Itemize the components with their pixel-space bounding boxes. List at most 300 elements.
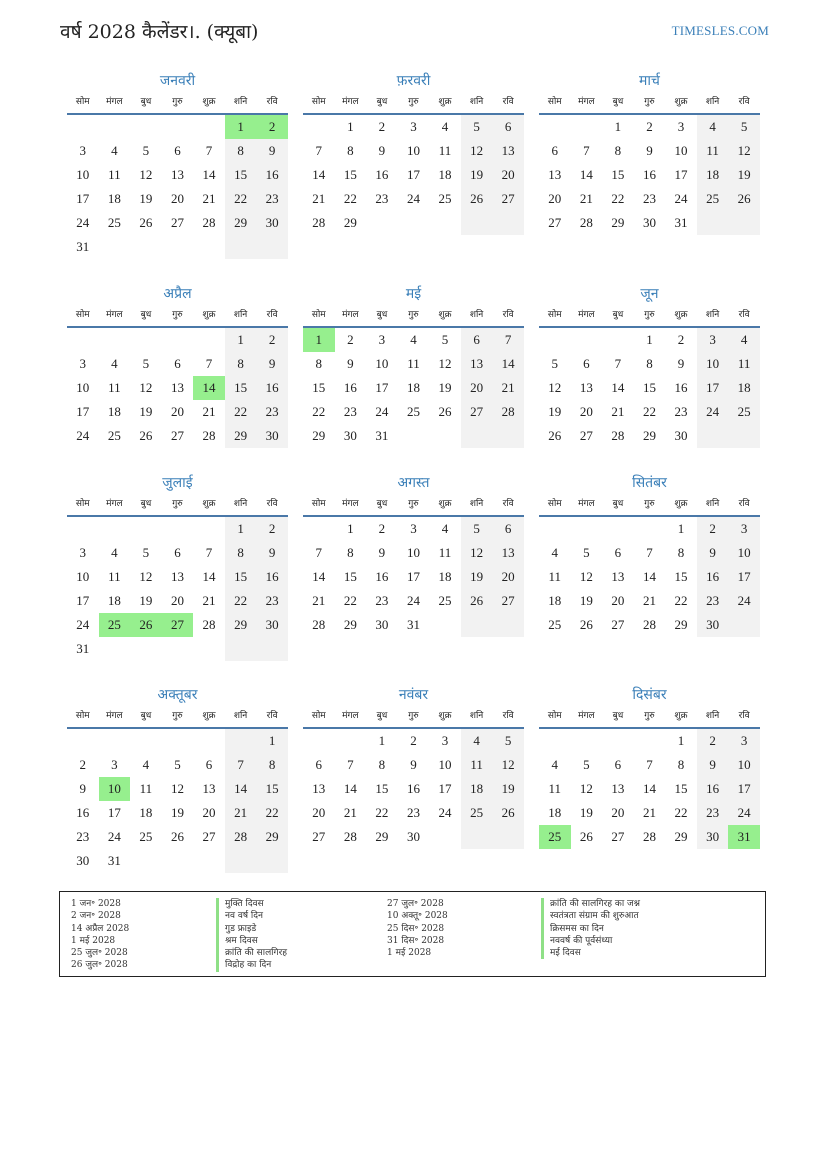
day-cell: 2 [378,521,386,536]
day-cell: 17 [697,376,729,400]
day-cell: 3 [79,356,87,371]
day-cell: 27 [312,829,326,844]
day-cell: 13 [492,139,524,163]
holiday-name: क्रिसमस का दिन [550,923,604,934]
empty-day-cell [492,613,524,637]
holiday-day-cell: 2 [256,115,288,139]
weekday-label: शुक्र [438,97,452,107]
day-cell: 5 [461,115,493,139]
day-cell: 30 [642,215,656,230]
day-cell: 23 [674,404,688,419]
holiday-date: 10 अक्तू॰ 2028 [387,911,448,922]
weekday-label: बुध [376,499,388,509]
weekday-label: शुक्र [202,711,216,721]
day-cell: 3 [697,328,729,352]
month-block [67,685,288,873]
weekday-label: सोम [75,499,90,509]
day-cell: 22 [375,805,389,820]
day-cell: 8 [225,139,257,163]
day-cell: 14 [225,777,257,801]
empty-day-cell [571,517,603,541]
weekday-label: बुध [612,499,624,509]
day-cell: 4 [551,757,559,772]
day-cell: 15 [611,167,625,182]
empty-day-cell [461,825,493,849]
day-cell: 16 [343,380,357,395]
day-cell: 21 [202,404,216,419]
day-cell: 12 [579,569,593,584]
day-cell: 9 [256,541,288,565]
month-block [539,685,760,849]
day-cell: 16 [406,781,420,796]
holiday-day-cell: 10 [99,777,131,801]
day-cell: 3 [79,143,87,158]
holiday-day-cell: 26 [130,613,162,637]
day-cell: 9 [697,753,729,777]
day-cell: 24 [375,404,389,419]
weekday-header [539,493,760,517]
day-cell: 9 [79,781,87,796]
day-cell: 26 [548,428,562,443]
day-cell: 23 [697,589,729,613]
day-cell: 15 [642,380,656,395]
day-cell: 1 [225,517,257,541]
weekday-label: गुरु [172,97,183,107]
day-cell: 17 [406,167,420,182]
day-cell: 24 [674,191,688,206]
day-cell: 13 [611,781,625,796]
day-cell: 1 [677,733,685,748]
day-cell: 13 [202,781,216,796]
month-name: अक्तूबर [157,687,198,703]
empty-day-cell [539,729,571,753]
empty-day-cell [602,517,634,541]
day-cell: 28 [312,617,326,632]
site-brand-link[interactable]: TIMESLES.COM [671,23,769,38]
day-cell: 11 [438,545,452,560]
day-cell: 13 [170,569,184,584]
day-cell: 22 [312,404,326,419]
day-cell: 24 [76,215,90,230]
day-cell: 13 [170,167,184,182]
empty-day-cell [162,637,194,661]
day-cell: 18 [697,163,729,187]
day-cell: 19 [438,380,452,395]
empty-day-cell [634,729,666,753]
day-cell: 30 [674,428,688,443]
day-cell: 3 [410,521,417,536]
empty-day-cell [225,637,257,661]
holiday-date: 31 दिस॰ 2028 [387,935,445,946]
day-cell: 10 [406,545,420,560]
weekday-label: रवि [502,499,514,509]
weekday-header [303,304,524,328]
day-cell: 2 [697,517,729,541]
day-cell: 25 [697,187,729,211]
empty-day-cell [697,211,729,235]
day-cell: 29 [312,428,326,443]
day-cell: 6 [614,757,622,772]
day-cell: 27 [611,829,625,844]
empty-day-cell [193,115,225,139]
day-cell: 17 [76,404,90,419]
day-cell: 13 [579,380,593,395]
day-cell: 5 [551,356,559,371]
month-block [303,71,524,235]
weekday-label: मंगल [106,310,123,320]
day-cell: 21 [312,191,326,206]
day-cell: 12 [170,781,184,796]
day-cell: 17 [728,565,760,589]
day-cell: 5 [142,545,150,560]
holiday-day-cell: 31 [728,825,760,849]
day-cell: 30 [406,829,420,844]
month-name: अप्रैल [163,286,192,302]
weekday-label: रवि [266,310,278,320]
day-cell: 12 [579,781,593,796]
weekday-label: मंगल [342,499,359,509]
empty-day-cell [429,613,461,637]
day-cell: 14 [312,569,326,584]
day-cell: 21 [642,805,656,820]
empty-day-cell [256,849,288,873]
day-cell: 29 [674,617,688,632]
day-cell: 21 [343,805,357,820]
weekday-label: रवि [502,97,514,107]
day-cell: 6 [205,757,213,772]
day-cell: 23 [256,187,288,211]
day-grid [303,115,524,235]
weekday-label: मंगल [578,310,595,320]
day-cell: 3 [441,733,449,748]
weekday-label: सोम [547,310,562,320]
holiday-name: स्वतंत्रता संग्राम की शुरुआत [550,911,639,922]
day-cell: 23 [375,593,389,608]
empty-day-cell [99,328,131,352]
day-cell: 12 [548,380,562,395]
day-cell: 7 [347,757,354,772]
day-cell: 23 [256,589,288,613]
day-cell: 19 [139,404,153,419]
day-cell: 7 [315,143,323,158]
day-cell: 26 [579,829,593,844]
day-cell: 5 [583,757,590,772]
day-cell: 19 [492,777,524,801]
day-cell: 18 [139,805,153,820]
day-cell: 18 [107,191,121,206]
day-cell: 8 [347,545,354,560]
month-block [67,473,288,661]
day-cell: 14 [202,167,216,182]
empty-day-cell [728,613,760,637]
day-cell: 18 [548,805,562,820]
weekday-label: शुक्र [202,310,216,320]
day-cell: 13 [170,380,184,395]
weekday-label: बुध [140,97,152,107]
empty-day-cell [162,729,194,753]
day-cell: 12 [139,380,153,395]
weekday-label: मंगल [578,97,595,107]
day-cell: 3 [677,119,685,134]
weekday-label: सोम [75,97,90,107]
holiday-day-cell: 25 [99,613,131,637]
empty-day-cell [461,211,493,235]
empty-day-cell [571,328,603,352]
month-name: नवंबर [398,687,429,703]
day-cell: 7 [646,545,653,560]
month-name: मई [405,286,422,302]
day-cell: 5 [441,332,449,347]
day-cell: 19 [170,805,184,820]
day-cell: 9 [256,139,288,163]
weekday-label: गुरु [408,97,419,107]
day-cell: 7 [646,757,653,772]
weekday-label: बुध [140,499,152,509]
day-cell: 28 [611,428,625,443]
day-cell: 24 [438,805,452,820]
day-cell: 16 [697,777,729,801]
day-cell: 22 [343,593,357,608]
empty-day-cell [162,849,194,873]
weekday-label: सोम [311,97,326,107]
day-cell: 22 [611,191,625,206]
empty-day-cell [225,235,257,259]
day-cell: 12 [492,753,524,777]
month-name: अगस्त [397,475,430,491]
day-cell: 16 [256,565,288,589]
day-cell: 22 [674,805,688,820]
day-cell: 23 [642,191,656,206]
day-cell: 25 [107,428,121,443]
day-cell: 20 [492,163,524,187]
weekday-label: गुरु [172,310,183,320]
day-cell: 8 [256,753,288,777]
day-cell: 14 [642,781,656,796]
day-cell: 11 [407,356,420,371]
empty-day-cell [429,424,461,448]
weekday-header [539,304,760,328]
day-cell: 27 [461,400,493,424]
weekday-label: शनि [233,97,248,107]
day-cell: 6 [583,356,590,371]
holiday-names-column-left [216,898,287,972]
day-cell: 7 [492,328,524,352]
day-grid [539,729,760,849]
day-cell: 22 [343,191,357,206]
day-cell: 26 [139,215,153,230]
weekday-label: मंगल [106,711,123,721]
weekday-label: रवि [502,310,514,320]
day-cell: 9 [378,545,386,560]
day-cell: 5 [583,545,590,560]
empty-day-cell [130,849,162,873]
day-cell: 29 [225,211,257,235]
day-cell: 24 [697,400,729,424]
day-cell: 1 [347,119,354,134]
day-cell: 11 [697,139,729,163]
month-name: मार्च [639,73,660,89]
empty-day-cell [99,115,131,139]
day-cell: 30 [697,825,729,849]
day-cell: 30 [256,424,288,448]
day-cell: 4 [461,729,493,753]
weekday-label: शनि [233,310,248,320]
day-cell: 16 [256,376,288,400]
day-cell: 4 [441,521,449,536]
weekday-label: सोम [311,310,326,320]
day-cell: 31 [406,617,420,632]
holiday-date: 2 जन॰ 2028 [71,911,121,922]
month-block [539,284,760,448]
day-cell: 30 [375,617,389,632]
day-cell: 10 [728,541,760,565]
day-cell: 9 [347,356,354,371]
day-cell: 8 [677,545,685,560]
weekday-label: शुक्र [674,310,688,320]
day-cell: 4 [111,143,118,158]
holiday-name: विद्रोह का दिन [225,960,272,971]
day-cell: 4 [697,115,729,139]
day-cell: 7 [614,356,622,371]
day-cell: 14 [642,569,656,584]
day-grid [67,328,288,448]
weekday-label: शनि [705,310,720,320]
day-cell: 16 [76,805,90,820]
empty-day-cell [539,328,571,352]
weekday-label: गुरु [408,499,419,509]
weekday-label: शनि [705,499,720,509]
day-cell: 15 [343,167,357,182]
holiday-name: क्रांति की सालगिरह [225,948,288,959]
holiday-name: गुड फ्राइडे [225,923,257,934]
day-cell: 3 [79,545,87,560]
empty-day-cell [130,328,162,352]
day-cell: 17 [76,593,90,608]
weekday-label: गुरु [408,310,419,320]
weekday-label: शनि [469,711,484,721]
empty-day-cell [225,849,257,873]
empty-day-cell [193,328,225,352]
empty-day-cell [130,235,162,259]
day-grid [67,517,288,661]
weekday-label: शुक्र [438,711,452,721]
weekday-label: सोम [75,310,90,320]
day-cell: 20 [170,404,184,419]
day-cell: 23 [76,829,90,844]
day-cell: 24 [76,617,90,632]
day-cell: 20 [611,805,625,820]
day-cell: 14 [611,380,625,395]
day-cell: 12 [139,569,153,584]
weekday-label: सोम [547,499,562,509]
day-cell: 29 [225,613,257,637]
holiday-day-cell: 27 [162,613,194,637]
day-cell: 23 [256,400,288,424]
holiday-date: 26 जुल॰ 2028 [71,960,128,971]
weekday-label: रवि [738,310,750,320]
day-cell: 28 [492,400,524,424]
day-grid [303,517,524,637]
weekday-label: शनि [233,499,248,509]
day-cell: 16 [375,167,389,182]
day-cell: 30 [76,853,90,868]
month-name: जून [640,286,659,302]
day-cell: 10 [76,569,90,584]
weekday-label: मंगल [342,310,359,320]
day-cell: 27 [548,215,562,230]
day-cell: 6 [492,115,524,139]
weekday-label: बुध [376,310,388,320]
day-cell: 9 [677,356,685,371]
day-cell: 1 [256,729,288,753]
weekday-label: बुध [140,711,152,721]
empty-day-cell [303,115,335,139]
day-cell: 10 [76,167,90,182]
day-cell: 9 [410,757,417,772]
weekday-label: शनि [469,97,484,107]
holiday-dates-column-left [71,898,129,972]
day-cell: 21 [492,376,524,400]
day-cell: 26 [139,428,153,443]
weekday-header [539,91,760,115]
day-cell: 26 [461,589,493,613]
day-cell: 13 [461,352,493,376]
day-cell: 14 [202,569,216,584]
empty-day-cell [193,729,225,753]
weekday-label: रवि [266,499,278,509]
day-cell: 15 [225,163,257,187]
empty-day-cell [162,517,194,541]
day-cell: 7 [205,143,213,158]
day-cell: 22 [674,593,688,608]
day-cell: 18 [461,777,493,801]
holiday-date: 14 अप्रैल 2028 [71,923,130,934]
day-cell: 3 [410,119,417,134]
day-cell: 14 [343,781,357,796]
day-cell: 10 [406,143,420,158]
day-cell: 5 [492,729,524,753]
empty-day-cell [130,517,162,541]
weekday-label: रवि [738,97,750,107]
day-cell: 22 [225,187,257,211]
weekday-label: मंगल [578,499,595,509]
day-cell: 13 [492,541,524,565]
empty-day-cell [303,517,335,541]
day-cell: 9 [646,143,653,158]
day-cell: 2 [256,328,288,352]
weekday-label: मंगल [106,499,123,509]
day-cell: 27 [170,428,184,443]
day-cell: 2 [410,733,417,748]
weekday-label: शनि [469,310,484,320]
day-cell: 8 [378,757,386,772]
holiday-day-cell: 1 [225,115,257,139]
empty-day-cell [193,637,225,661]
day-cell: 15 [674,781,688,796]
empty-day-cell [571,729,603,753]
weekday-label: सोम [75,711,90,721]
day-grid [303,328,524,448]
day-cell: 25 [728,400,760,424]
empty-day-cell [256,637,288,661]
day-cell: 17 [107,805,121,820]
day-cell: 7 [205,545,213,560]
weekday-header [67,91,288,115]
day-cell: 6 [315,757,323,772]
day-cell: 2 [347,332,354,347]
day-cell: 1 [646,332,653,347]
holiday-date: 1 जन॰ 2028 [71,899,121,909]
